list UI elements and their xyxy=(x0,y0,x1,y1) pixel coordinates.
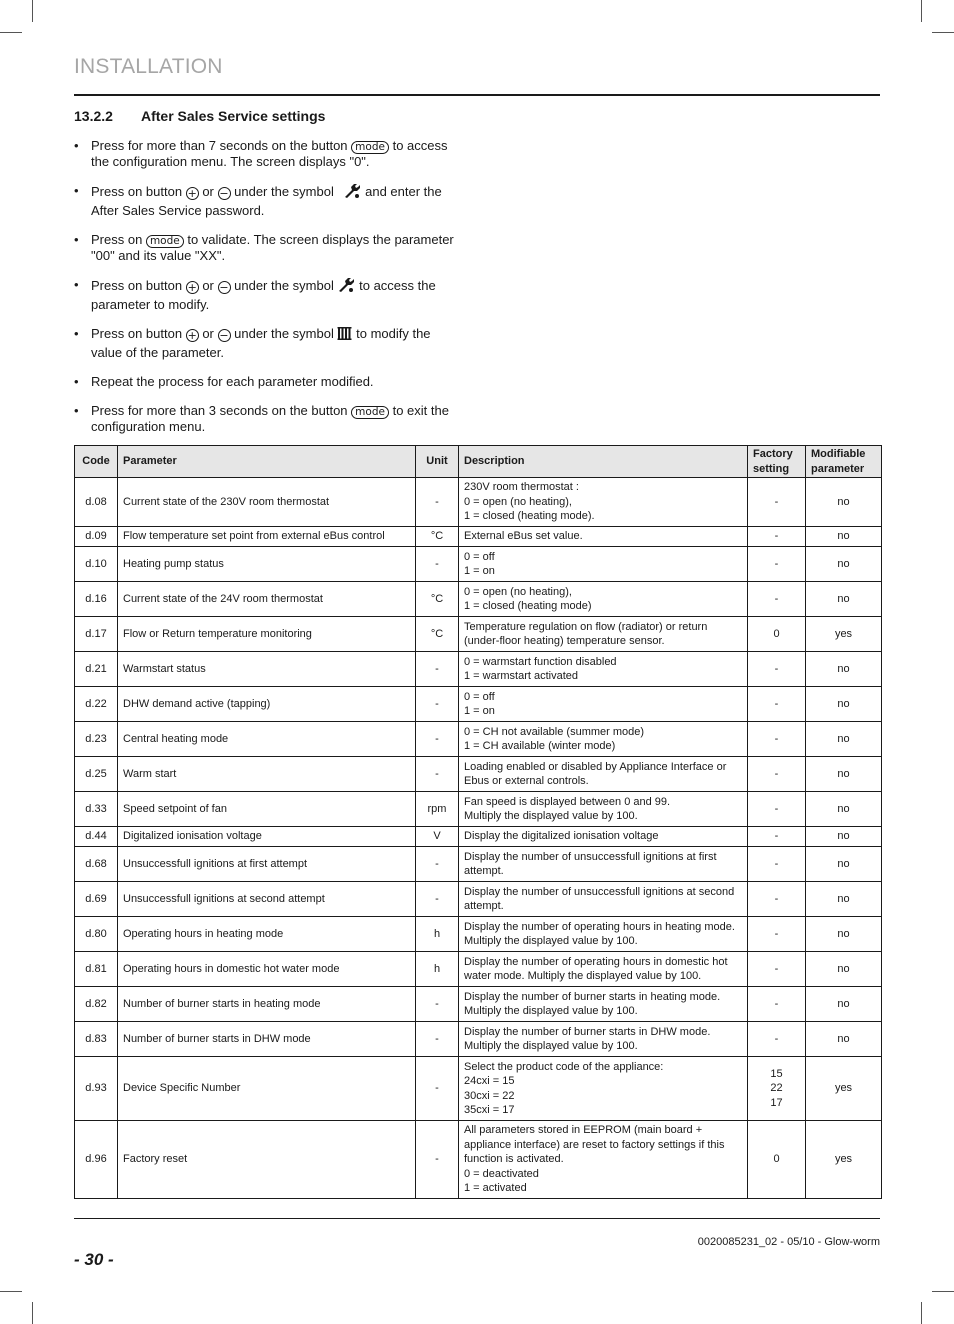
plus-button-icon: + xyxy=(187,329,197,342)
subsection-heading: After Sales Service settings xyxy=(141,108,326,124)
cell-unit: - xyxy=(416,547,459,582)
cell-unit: - xyxy=(416,478,459,527)
cell-code: d.23 xyxy=(75,722,118,757)
crop-mark xyxy=(0,1291,22,1292)
cell-parameter: Flow or Return temperature monitoring xyxy=(118,617,416,652)
cell-parameter: Number of burner starts in heating mode xyxy=(118,987,416,1022)
service-wrench-icon xyxy=(343,183,361,203)
table-row xyxy=(75,882,882,917)
mode-button-icon: mode xyxy=(351,141,389,154)
column-header-modifiable: Modifiable parameter xyxy=(806,446,882,478)
column-header-unit: Unit xyxy=(416,446,459,478)
cell-parameter: Warmstart status xyxy=(118,652,416,687)
cell-modifiable: no xyxy=(806,547,882,582)
cell-parameter: Warm start xyxy=(118,757,416,792)
cell-description: Display the number of burner starts in heating mode. Multiply the displayed value by 100. xyxy=(459,987,748,1022)
table-header-row xyxy=(75,446,882,478)
document-reference: 0020085231_02 - 05/10 - Glow-worm xyxy=(697,1236,880,1248)
cell-unit: - xyxy=(416,722,459,757)
step-text: under the symbol xyxy=(234,278,334,293)
plus-button-icon: + xyxy=(187,187,197,200)
step-text: Press for more than 7 seconds on the button xyxy=(91,138,348,153)
cell-unit: °C xyxy=(416,582,459,617)
cell-parameter: DHW demand active (tapping) xyxy=(118,687,416,722)
table-row xyxy=(75,617,882,652)
table-body xyxy=(75,478,882,1199)
cell-description: 230V room thermostat : 0 = open (no heating), 1 = closed (heating mode). xyxy=(459,478,748,527)
table-row xyxy=(75,1022,882,1057)
table-row xyxy=(75,827,882,847)
column-header-description: Description xyxy=(459,446,748,478)
cell-parameter: Unsuccessfull ignitions at first attempt xyxy=(118,847,416,882)
table-row xyxy=(75,1057,882,1121)
cell-modifiable: no xyxy=(806,687,882,722)
cell-factory-setting: - xyxy=(748,757,806,792)
minus-button-icon: − xyxy=(219,329,229,342)
bullet: • xyxy=(74,138,79,153)
crop-mark xyxy=(0,32,22,33)
step-text: Press for more than 3 seconds on the button xyxy=(91,403,348,418)
cell-modifiable: no xyxy=(806,827,882,847)
cell-factory-setting: - xyxy=(748,547,806,582)
cell-modifiable: yes xyxy=(806,1121,882,1199)
instruction-step xyxy=(74,183,464,219)
cell-factory-setting: - xyxy=(748,1022,806,1057)
cell-code: d.33 xyxy=(75,792,118,827)
cell-parameter: Device Specific Number xyxy=(118,1057,416,1121)
cell-unit: - xyxy=(416,757,459,792)
bullet: • xyxy=(74,326,79,341)
table-row xyxy=(75,792,882,827)
table-row xyxy=(75,527,882,547)
cell-description: Display the digitalized ionisation voltage xyxy=(459,827,748,847)
crop-mark xyxy=(32,0,33,22)
cell-code: d.81 xyxy=(75,952,118,987)
cell-description: All parameters stored in EEPROM (main board + appliance interface) are reset to factory settings if this function is activated. 0 = deactivated 1 = activated xyxy=(459,1121,748,1199)
cell-unit: h xyxy=(416,952,459,987)
cell-factory-setting: - xyxy=(748,987,806,1022)
cell-parameter: Current state of the 24V room thermostat xyxy=(118,582,416,617)
cell-modifiable: no xyxy=(806,917,882,952)
cell-unit: rpm xyxy=(416,792,459,827)
cell-factory-setting: - xyxy=(748,687,806,722)
instruction-step xyxy=(74,374,464,390)
cell-parameter: Heating pump status xyxy=(118,547,416,582)
cell-description: Display the number of operating hours in heating mode. Multiply the displayed value by 100. xyxy=(459,917,748,952)
instruction-step xyxy=(74,232,464,264)
step-text: to access the configuration menu. The screen displays "0". xyxy=(91,138,448,169)
cell-factory-setting: 0 xyxy=(748,1121,806,1199)
step-text: Press on button xyxy=(91,326,183,341)
table-row xyxy=(75,987,882,1022)
cell-modifiable: no xyxy=(806,652,882,687)
cell-modifiable: no xyxy=(806,987,882,1022)
step-text: to validate. The screen displays the parameter "00" and its value "XX". xyxy=(91,232,454,263)
cell-code: d.82 xyxy=(75,987,118,1022)
cell-code: d.10 xyxy=(75,547,118,582)
cell-parameter: Digitalized ionisation voltage xyxy=(118,827,416,847)
footer-divider xyxy=(74,1218,880,1219)
cell-factory-setting: - xyxy=(748,952,806,987)
cell-description: Display the number of unsuccessfull ignitions at first attempt. xyxy=(459,847,748,882)
bullet: • xyxy=(74,403,79,418)
cell-unit: h xyxy=(416,917,459,952)
table-row xyxy=(75,652,882,687)
cell-modifiable: no xyxy=(806,882,882,917)
instruction-step xyxy=(74,277,464,313)
cell-modifiable: no xyxy=(806,792,882,827)
cell-code: d.93 xyxy=(75,1057,118,1121)
cell-parameter: Operating hours in domestic hot water mode xyxy=(118,952,416,987)
cell-factory-setting: - xyxy=(748,847,806,882)
step-text: and enter the After Sales Service password. xyxy=(91,184,442,218)
step-text: under the symbol xyxy=(234,326,334,341)
cell-parameter: Factory reset xyxy=(118,1121,416,1199)
cell-factory-setting: - xyxy=(748,527,806,547)
cell-modifiable: no xyxy=(806,527,882,547)
cell-parameter: Speed setpoint of fan xyxy=(118,792,416,827)
cell-modifiable: no xyxy=(806,847,882,882)
cell-description: Select the product code of the appliance: 24cxi = 15 30cxi = 22 35cxi = 17 xyxy=(459,1057,748,1121)
cell-code: d.44 xyxy=(75,827,118,847)
cell-modifiable: no xyxy=(806,582,882,617)
cell-unit: V xyxy=(416,827,459,847)
step-text: Press on button xyxy=(91,184,183,199)
service-wrench-icon xyxy=(337,277,355,297)
cell-factory-setting: - xyxy=(748,582,806,617)
table-row xyxy=(75,547,882,582)
cell-parameter: Current state of the 230V room thermostat xyxy=(118,478,416,527)
column-header-factory-setting: Factory setting xyxy=(748,446,806,478)
cell-code: d.22 xyxy=(75,687,118,722)
mode-button-icon: mode xyxy=(351,406,389,419)
bullet: • xyxy=(74,183,79,198)
page-number: - 30 - xyxy=(74,1250,114,1269)
step-text: Repeat the process for each parameter modified. xyxy=(91,374,374,389)
cell-description: Temperature regulation on flow (radiator) or return (under-floor heating) temperature sensor. xyxy=(459,617,748,652)
cell-factory-setting: 15 22 17 xyxy=(748,1057,806,1121)
cell-description: 0 = off 1 = on xyxy=(459,547,748,582)
cell-parameter: Central heating mode xyxy=(118,722,416,757)
table-row xyxy=(75,917,882,952)
cell-description: Fan speed is displayed between 0 and 99. Multiply the displayed value by 100. xyxy=(459,792,748,827)
section-header: INSTALLATION xyxy=(74,55,223,78)
cell-description: 0 = open (no heating), 1 = closed (heating mode) xyxy=(459,582,748,617)
table-row xyxy=(75,478,882,527)
cell-factory-setting: - xyxy=(748,722,806,757)
parameter-table xyxy=(74,445,882,1199)
table-row xyxy=(75,722,882,757)
instruction-step xyxy=(74,138,464,170)
column-header-parameter: Parameter xyxy=(118,446,416,478)
instruction-step xyxy=(74,326,464,361)
cell-modifiable: no xyxy=(806,952,882,987)
cell-unit: - xyxy=(416,847,459,882)
plus-button-icon: + xyxy=(187,281,197,294)
table-row xyxy=(75,757,882,792)
cell-modifiable: no xyxy=(806,1022,882,1057)
cell-code: d.25 xyxy=(75,757,118,792)
cell-factory-setting: - xyxy=(748,792,806,827)
column-header-code: Code xyxy=(75,446,118,478)
crop-mark xyxy=(921,1302,922,1324)
cell-factory-setting: - xyxy=(748,652,806,687)
crop-mark xyxy=(32,1302,33,1324)
cell-description: Display the number of unsuccessfull ignitions at second attempt. xyxy=(459,882,748,917)
crop-mark xyxy=(921,0,922,22)
cell-factory-setting: - xyxy=(748,827,806,847)
cell-description: 0 = warmstart function disabled 1 = warmstart activated xyxy=(459,652,748,687)
table-row xyxy=(75,952,882,987)
cell-factory-setting: - xyxy=(748,917,806,952)
step-text: or xyxy=(202,184,214,199)
crop-mark xyxy=(932,32,954,33)
step-text: to exit the configuration menu. xyxy=(91,403,449,434)
cell-unit: °C xyxy=(416,617,459,652)
cell-modifiable: yes xyxy=(806,617,882,652)
cell-description: Loading enabled or disabled by Appliance Interface or Ebus or external controls. xyxy=(459,757,748,792)
cell-modifiable: no xyxy=(806,478,882,527)
cell-modifiable: no xyxy=(806,722,882,757)
subsection-title xyxy=(74,108,325,124)
minus-button-icon: − xyxy=(219,187,229,200)
cell-unit: - xyxy=(416,882,459,917)
cell-code: d.80 xyxy=(75,917,118,952)
step-text: or xyxy=(202,278,214,293)
header-divider xyxy=(74,94,880,96)
cell-description: Display the number of burner starts in DHW mode. Multiply the displayed value by 100. xyxy=(459,1022,748,1057)
step-text: under the symbol xyxy=(234,184,334,199)
cell-unit: - xyxy=(416,1022,459,1057)
instruction-list xyxy=(74,138,464,448)
instruction-step xyxy=(74,403,464,435)
cell-parameter: Operating hours in heating mode xyxy=(118,917,416,952)
bullet: • xyxy=(74,277,79,292)
cell-parameter: Unsuccessfull ignitions at second attempt xyxy=(118,882,416,917)
cell-modifiable: yes xyxy=(806,1057,882,1121)
cell-code: d.09 xyxy=(75,527,118,547)
cell-unit: - xyxy=(416,1057,459,1121)
step-text: or xyxy=(202,326,214,341)
cell-code: d.83 xyxy=(75,1022,118,1057)
cell-code: d.96 xyxy=(75,1121,118,1199)
bullet: • xyxy=(74,374,79,389)
cell-factory-setting: 0 xyxy=(748,617,806,652)
cell-code: d.08 xyxy=(75,478,118,527)
crop-mark xyxy=(932,1291,954,1292)
cell-description: Display the number of operating hours in domestic hot water mode. Multiply the displayed value by 100. xyxy=(459,952,748,987)
minus-button-icon: − xyxy=(219,281,229,294)
radiator-icon xyxy=(337,326,352,345)
cell-unit: °C xyxy=(416,527,459,547)
step-text: to modify the value of the parameter. xyxy=(91,326,431,360)
cell-code: d.68 xyxy=(75,847,118,882)
cell-description: 0 = off 1 = on xyxy=(459,687,748,722)
step-text: Press on button xyxy=(91,278,183,293)
cell-parameter: Number of burner starts in DHW mode xyxy=(118,1022,416,1057)
bullet: • xyxy=(74,232,79,247)
cell-description: External eBus set value. xyxy=(459,527,748,547)
table-row xyxy=(75,582,882,617)
table-row xyxy=(75,847,882,882)
cell-parameter: Flow temperature set point from external eBus control xyxy=(118,527,416,547)
cell-code: d.17 xyxy=(75,617,118,652)
cell-unit: - xyxy=(416,652,459,687)
cell-code: d.69 xyxy=(75,882,118,917)
subsection-number: 13.2.2 xyxy=(74,108,113,124)
cell-description: 0 = CH not available (summer mode) 1 = CH available (winter mode) xyxy=(459,722,748,757)
cell-code: d.16 xyxy=(75,582,118,617)
cell-factory-setting: - xyxy=(748,478,806,527)
cell-code: d.21 xyxy=(75,652,118,687)
cell-unit: - xyxy=(416,987,459,1022)
table-row xyxy=(75,1121,882,1199)
table-row xyxy=(75,687,882,722)
mode-button-icon: mode xyxy=(146,235,184,248)
cell-unit: - xyxy=(416,687,459,722)
cell-unit: - xyxy=(416,1121,459,1199)
step-text: Press on xyxy=(91,232,143,247)
cell-modifiable: no xyxy=(806,757,882,792)
cell-factory-setting: - xyxy=(748,882,806,917)
step-text: to access the parameter to modify. xyxy=(91,278,436,312)
